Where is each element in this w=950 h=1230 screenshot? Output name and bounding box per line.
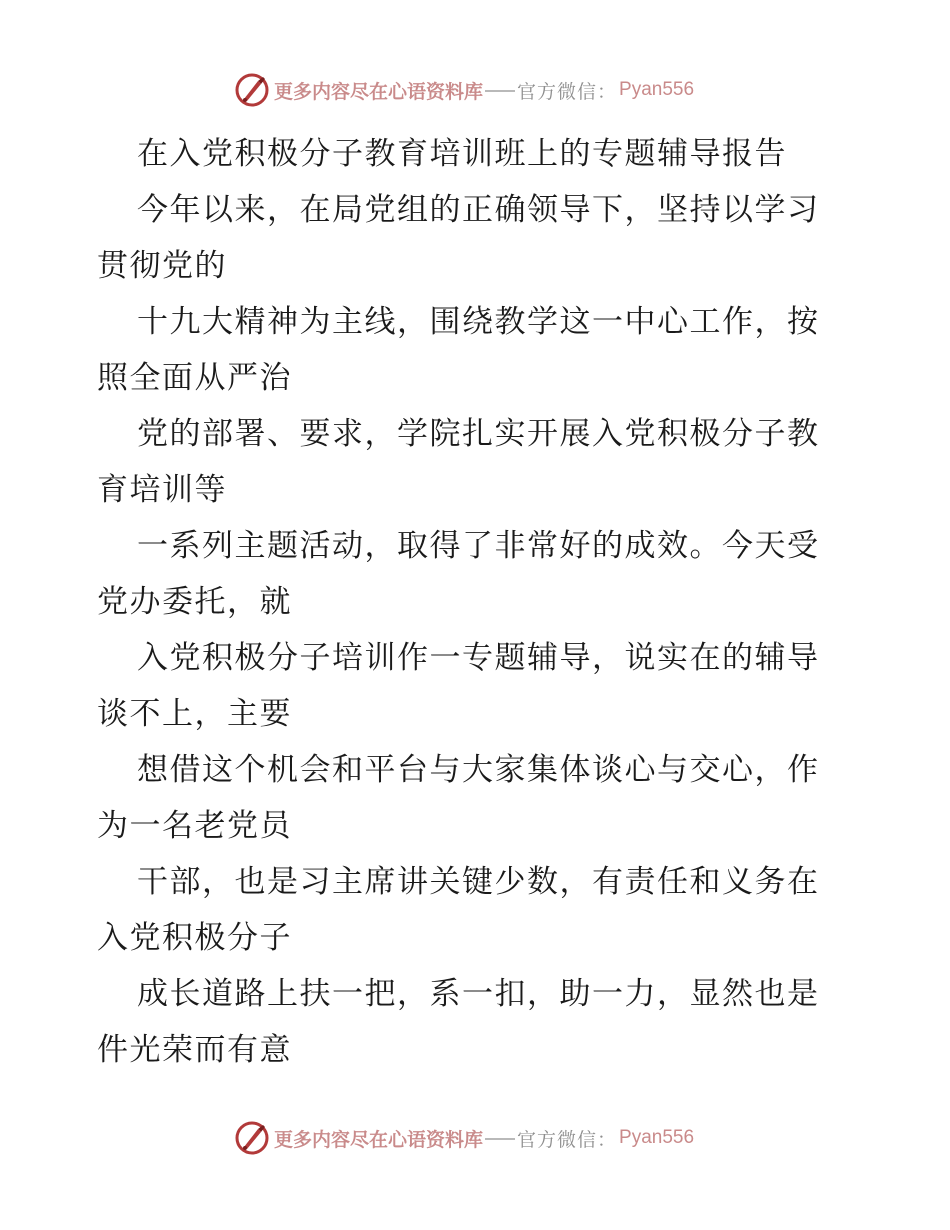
banner-wechat-label: 官方微信： xyxy=(517,1128,618,1151)
banner-wechat-id: Pyan556 xyxy=(619,1127,695,1148)
text-line: 入党积极分子培训作一专题辅导，说实在的辅导 xyxy=(137,640,820,676)
text-line: 干部，也是习主席讲关键少数，有责任和义务在 xyxy=(137,864,820,900)
banner-wechat-label: 官方微信： xyxy=(517,80,618,103)
text-line: 贯彻党的 xyxy=(97,248,227,284)
document-body xyxy=(97,126,857,1078)
text-line: 育培训等 xyxy=(97,472,227,508)
text-line: 一系列主题活动，取得了非常好的成效。今天受 xyxy=(137,528,820,564)
banner-slogan: 更多内容尽在心语资料库 xyxy=(274,80,484,103)
header-banner xyxy=(234,70,694,110)
text-line: 入党积极分子 xyxy=(97,920,292,956)
banner-dash xyxy=(485,1138,515,1140)
text-line: 十九大精神为主线，围绕教学这一中心工作，按 xyxy=(137,304,820,340)
footer-banner xyxy=(234,1118,694,1158)
text-line: 党的部署、要求，学院扎实开展入党积极分子教 xyxy=(137,416,820,452)
banner-wechat-id: Pyan556 xyxy=(619,79,695,100)
text-line: 件光荣而有意 xyxy=(97,1032,292,1068)
text-line: 成长道路上扶一把，系一扣，助一力，显然也是 xyxy=(137,976,820,1012)
text-line: 谈不上，主要 xyxy=(97,696,292,732)
text-line: 党办委托，就 xyxy=(97,584,292,620)
document-title: 在入党积极分子教育培训班上的专题辅导报告 xyxy=(137,136,787,172)
banner-slogan: 更多内容尽在心语资料库 xyxy=(274,1128,484,1151)
text-line: 今年以来，在局党组的正确领导下，坚持以学习 xyxy=(137,192,820,228)
text-line: 为一名老党员 xyxy=(97,808,292,844)
quill-logo-icon xyxy=(234,1120,270,1156)
text-line: 照全面从严治 xyxy=(97,360,292,396)
text-line: 想借这个机会和平台与大家集体谈心与交心，作 xyxy=(137,752,820,788)
quill-logo-icon xyxy=(234,72,270,108)
banner-dash xyxy=(485,90,515,92)
